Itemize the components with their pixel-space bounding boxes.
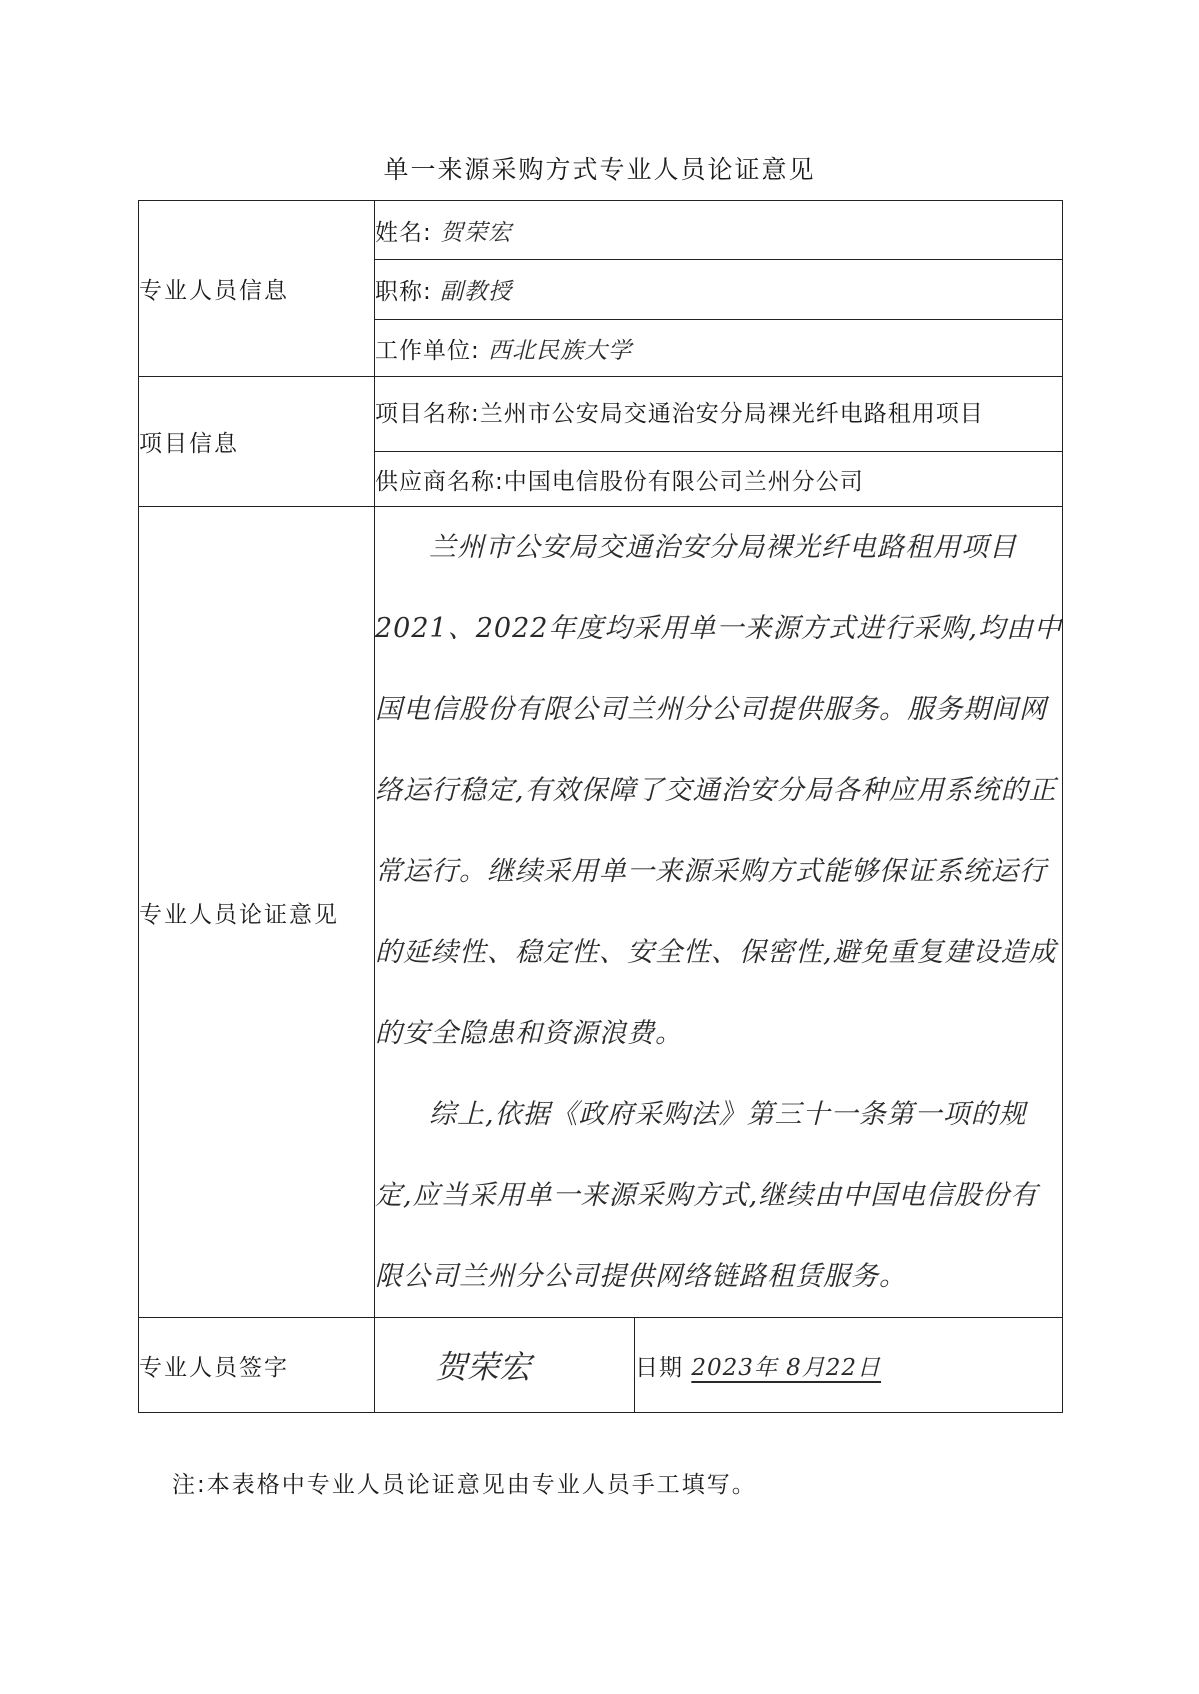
personnel-section-label: 专业人员信息 [139, 201, 375, 377]
name-value: 贺荣宏 [440, 219, 513, 246]
opinion-section-label: 专业人员论证意见 [139, 507, 375, 1318]
opinion-row [139, 507, 1063, 1318]
argument-form-table [138, 200, 1063, 1413]
name-field [375, 201, 1063, 260]
date-cell [635, 1318, 1063, 1413]
project-name-field [375, 377, 1063, 452]
employer-field [375, 320, 1063, 377]
employer-label: 工作单位: [375, 337, 480, 364]
project-section-label: 项目信息 [139, 377, 375, 507]
signature-section-label: 专业人员签字 [139, 1318, 375, 1413]
project-name-row [139, 377, 1063, 452]
personnel-name-row [139, 201, 1063, 260]
title-value: 副教授 [440, 279, 513, 305]
signature-value: 贺荣宏 [435, 1348, 532, 1386]
supplier-label: 供应商名称: [375, 468, 504, 495]
supplier-field [375, 452, 1063, 507]
opinion-paragraph: 综上,依据《政府采购法》第三十一条第一项的规定,应当采用单一来源采购方式,继续由中国电信股份有限公司兰州分公司提供网络链路租赁服务。 [375, 1099, 1039, 1292]
name-label: 姓名: [375, 219, 432, 246]
title-field [375, 260, 1063, 320]
employer-value: 西北民族大学 [488, 337, 633, 364]
title-label: 职称: [375, 279, 432, 305]
opinion-text [375, 507, 1062, 1317]
opinion-paragraph: 兰州市公安局交通治安分局裸光纤电路租用项目2021、2022年度均采用单一来源方式进行采购,均由中国电信股份有限公司兰州分公司提供服务。服务期间网络运行稳定,有效保障了交通治安分局各种应用系统的正常运行。继续采用单一来源采购方式能够保证系统运行的延续性、稳定性、安全性、保密性,避免重复建设造成的安全隐患和资源浪费。 [375, 532, 1063, 1049]
date-label: 日期 [635, 1354, 683, 1381]
project-name-label: 项目名称: [375, 401, 480, 427]
footnote: 注:本表格中专业人员论证意见由专业人员手工填写。 [172, 1472, 757, 1498]
opinion-content [375, 507, 1063, 1318]
signature-row [139, 1318, 1063, 1413]
signature-cell [375, 1318, 635, 1413]
supplier-value: 中国电信股份有限公司兰州分公司 [503, 468, 864, 495]
date-value: 2023年 8月22日 [691, 1354, 882, 1381]
form-title: 单一来源采购方式专业人员论证意见 [383, 155, 816, 184]
project-name-value: 兰州市公安局交通治安分局裸光纤电路租用项目 [479, 401, 984, 427]
